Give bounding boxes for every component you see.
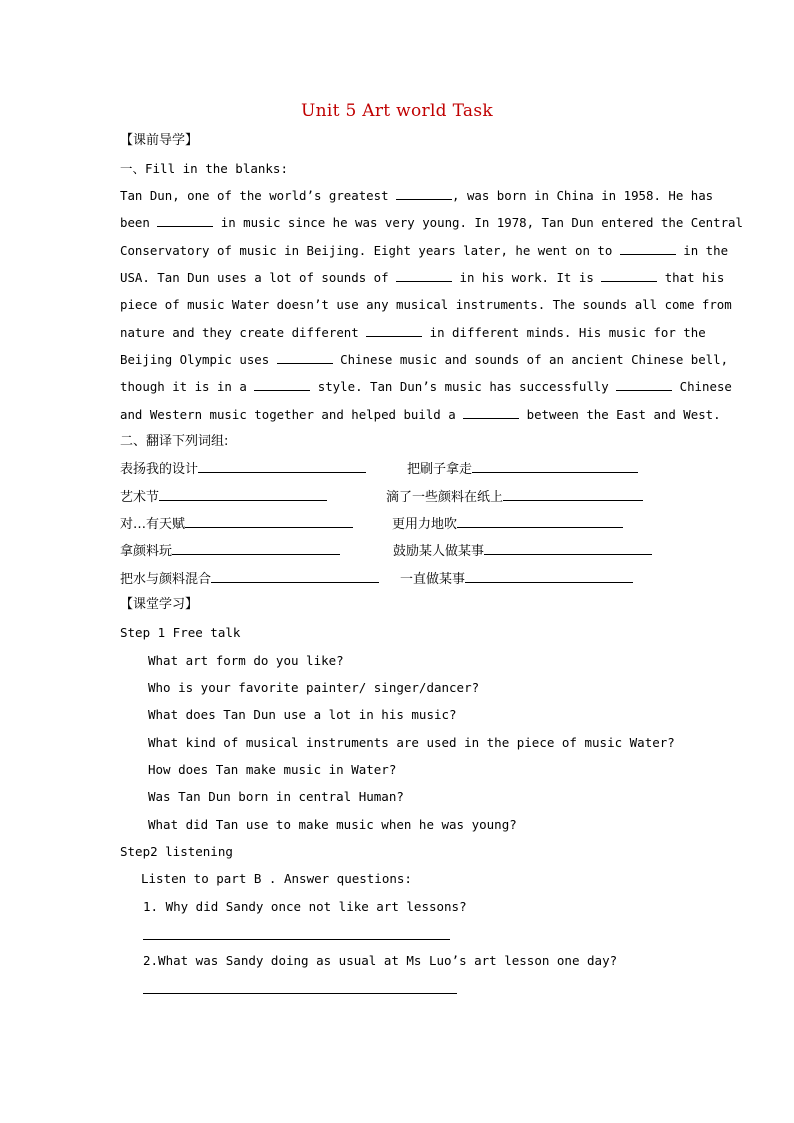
phrase-text: 把水与颜料混合 bbox=[120, 572, 212, 587]
passage-text: nature and they create different bbox=[120, 325, 359, 340]
phrase-item bbox=[120, 515, 353, 533]
passage-line bbox=[120, 407, 721, 423]
phrase-item bbox=[120, 460, 366, 478]
phrase-text: 表扬我的设计 bbox=[120, 462, 199, 477]
answer-blank[interactable] bbox=[159, 488, 327, 501]
phrase-item bbox=[407, 460, 638, 478]
phrase-text: 一直做某事 bbox=[400, 572, 466, 587]
step1-question: Was Tan Dun born in central Human? bbox=[148, 789, 404, 804]
passage-text: Tan Dun, one of the world’s greatest bbox=[120, 188, 389, 203]
phrase-text: 对…有天赋 bbox=[120, 517, 186, 532]
answer-blank[interactable] bbox=[185, 515, 353, 528]
passage-text: Conservatory of music in Beijing. Eight years later, he went on to bbox=[120, 243, 613, 258]
passage-line bbox=[120, 379, 732, 395]
phrase-item bbox=[392, 515, 623, 533]
step2-question: 2.What was Sandy doing as usual at Ms Luo’s art lesson one day? bbox=[143, 953, 618, 968]
phrase-item bbox=[120, 488, 327, 506]
step2-instruction: Listen to part B . Answer questions: bbox=[141, 871, 412, 886]
phrase-text: 鼓励某人做某事 bbox=[393, 544, 485, 559]
phrase-item bbox=[120, 570, 379, 588]
passage-line bbox=[120, 270, 725, 286]
passage-text: Beijing Olympic uses bbox=[120, 352, 270, 367]
step1-question: What did Tan use to make music when he was young? bbox=[148, 817, 517, 832]
answer-blank[interactable] bbox=[457, 515, 623, 528]
answer-line[interactable] bbox=[143, 993, 457, 994]
passage-text: style. Tan Dun’s music has successfully bbox=[317, 379, 609, 394]
passage-text: though it is in a bbox=[120, 379, 247, 394]
passage-text: been bbox=[120, 215, 150, 230]
step1-question: How does Tan make music in Water? bbox=[148, 762, 397, 777]
blank[interactable] bbox=[616, 379, 672, 391]
phrase-item bbox=[400, 570, 633, 588]
passage-line bbox=[120, 215, 743, 231]
blank[interactable] bbox=[396, 270, 452, 282]
phrase-text: 拿颜料玩 bbox=[120, 544, 173, 559]
part2-heading: 二、翻译下列词组: bbox=[120, 434, 229, 449]
blank[interactable] bbox=[366, 325, 422, 337]
step1-heading: Step 1 Free talk bbox=[120, 625, 241, 640]
answer-line[interactable] bbox=[143, 939, 450, 940]
phrase-item bbox=[386, 488, 643, 506]
passage-text: in different minds. His music for the bbox=[429, 325, 706, 340]
blank[interactable] bbox=[157, 215, 213, 227]
blank[interactable] bbox=[277, 352, 333, 364]
passage-text: in music since he was very young. In 1978, Tan Dun entered the Central bbox=[220, 215, 743, 230]
phrase-text: 更用力地吹 bbox=[392, 517, 458, 532]
step2-heading: Step2 listening bbox=[120, 844, 233, 859]
phrase-item bbox=[120, 542, 340, 560]
passage-text: Chinese bbox=[679, 379, 732, 394]
step1-question: What kind of musical instruments are used in the piece of music Water? bbox=[148, 735, 675, 750]
answer-blank[interactable] bbox=[472, 460, 638, 473]
passage-line bbox=[120, 297, 732, 313]
answer-blank[interactable] bbox=[503, 488, 643, 501]
passage-text: in the bbox=[683, 243, 729, 258]
passage-text: and Western music together and helped build a bbox=[120, 407, 456, 422]
passage-line bbox=[120, 352, 729, 368]
part1-heading: 一、Fill in the blanks: bbox=[120, 161, 288, 176]
blank[interactable] bbox=[396, 188, 452, 200]
passage-line bbox=[120, 325, 706, 341]
phrase-text: 把刷子拿走 bbox=[407, 462, 473, 477]
passage-line bbox=[120, 188, 714, 204]
step1-question: What art form do you like? bbox=[148, 653, 344, 668]
phrase-item bbox=[393, 542, 652, 560]
passage-text: USA. Tan Dun uses a lot of sounds of bbox=[120, 270, 389, 285]
answer-blank[interactable] bbox=[198, 460, 366, 473]
passage-text: in his work. It is bbox=[459, 270, 594, 285]
answer-blank[interactable] bbox=[211, 570, 379, 583]
answer-blank[interactable] bbox=[484, 542, 652, 555]
step1-question: Who is your favorite painter/ singer/dancer? bbox=[148, 680, 480, 695]
step2-question: 1. Why did Sandy once not like art lessons? bbox=[143, 899, 467, 914]
answer-blank[interactable] bbox=[465, 570, 633, 583]
passage-text: piece of music Water doesn’t use any musical instruments. The sounds all come from bbox=[120, 297, 732, 312]
blank[interactable] bbox=[620, 243, 676, 255]
page-title: Unit 5 Art world Task bbox=[301, 101, 493, 121]
passage-text: that his bbox=[664, 270, 725, 285]
answer-blank[interactable] bbox=[172, 542, 340, 555]
blank[interactable] bbox=[463, 407, 519, 419]
section-heading-preview: 【课前导学】 bbox=[120, 133, 199, 148]
passage-text: , was born in China in 1958. He has bbox=[452, 188, 714, 203]
phrase-text: 滴了一些颜料在纸上 bbox=[386, 490, 504, 505]
passage-line bbox=[120, 243, 729, 259]
phrase-text: 艺术节 bbox=[120, 490, 160, 505]
passage-text: between the East and West. bbox=[526, 407, 721, 422]
section-heading-class: 【课堂学习】 bbox=[120, 597, 199, 612]
passage-text: Chinese music and sounds of an ancient Chinese bell, bbox=[340, 352, 729, 367]
blank[interactable] bbox=[254, 379, 310, 391]
blank[interactable] bbox=[601, 270, 657, 282]
step1-question: What does Tan Dun use a lot in his music? bbox=[148, 707, 457, 722]
